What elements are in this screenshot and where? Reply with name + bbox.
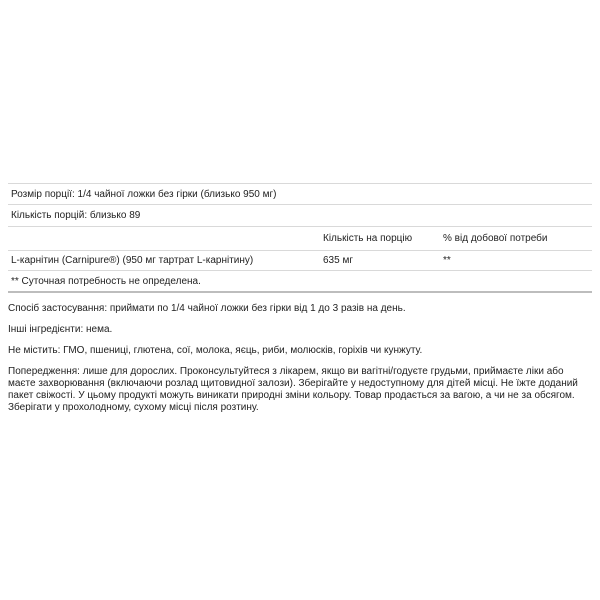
free-of-text: Не містить: ГМО, пшениці, глютена, сої, молока, яєць, риби, молюсків, горіхів чи кунжуту. — [8, 345, 423, 356]
serving-size-row — [8, 183, 592, 205]
ingredient-name: L-карнітин (Carnipure®) (950 мг тартрат L-карнітину) — [11, 255, 254, 266]
supplement-facts-panel — [8, 183, 592, 293]
warning-line: маєте захворювання (включаючи розлад щитовидної залози). Зберігайте у недоступному для дітей місці. Не їжте доданий — [8, 378, 578, 389]
ingredient-amount: 635 мг — [323, 255, 353, 266]
directions-text: Спосіб застосування: приймати по 1/4 чайної ложки без гірки від 1 до 3 разів на день. — [8, 303, 406, 314]
daily-value-header: % від добової потреби — [443, 233, 548, 244]
amount-per-serving-header: Кількість на порцію — [323, 233, 413, 244]
ingredient-daily-value: ** — [443, 255, 451, 266]
warning-text — [8, 366, 592, 414]
daily-value-footnote: ** Суточная потребность не определена. — [11, 275, 201, 287]
table-header-row — [8, 227, 592, 251]
warning-line: Попередження: лише для дорослих. Проконсультуйтеся з лікарем, якщо ви вагітні/годуєте грудьми, приймаєте ліки або — [8, 366, 564, 377]
table-row — [8, 251, 592, 271]
serving-size-text: Розмір порції: 1/4 чайної ложки без гірки (близько 950 мг) — [11, 188, 277, 200]
warning-line: Зберігати у прохолодному, сухому місці після розтину. — [8, 402, 259, 413]
other-ingredients-text: Інші інгредієнти: нема. — [8, 324, 113, 335]
warning-line: пакет свіжості. У цьому продукті можуть виникати природні зміни кольору. Товар продається за вагою, а чи не за обсягом. — [8, 390, 575, 401]
servings-per-container-row — [8, 205, 592, 227]
servings-per-container-text: Кількість порцій: близько 89 — [11, 210, 141, 221]
footnote-row — [8, 271, 592, 293]
